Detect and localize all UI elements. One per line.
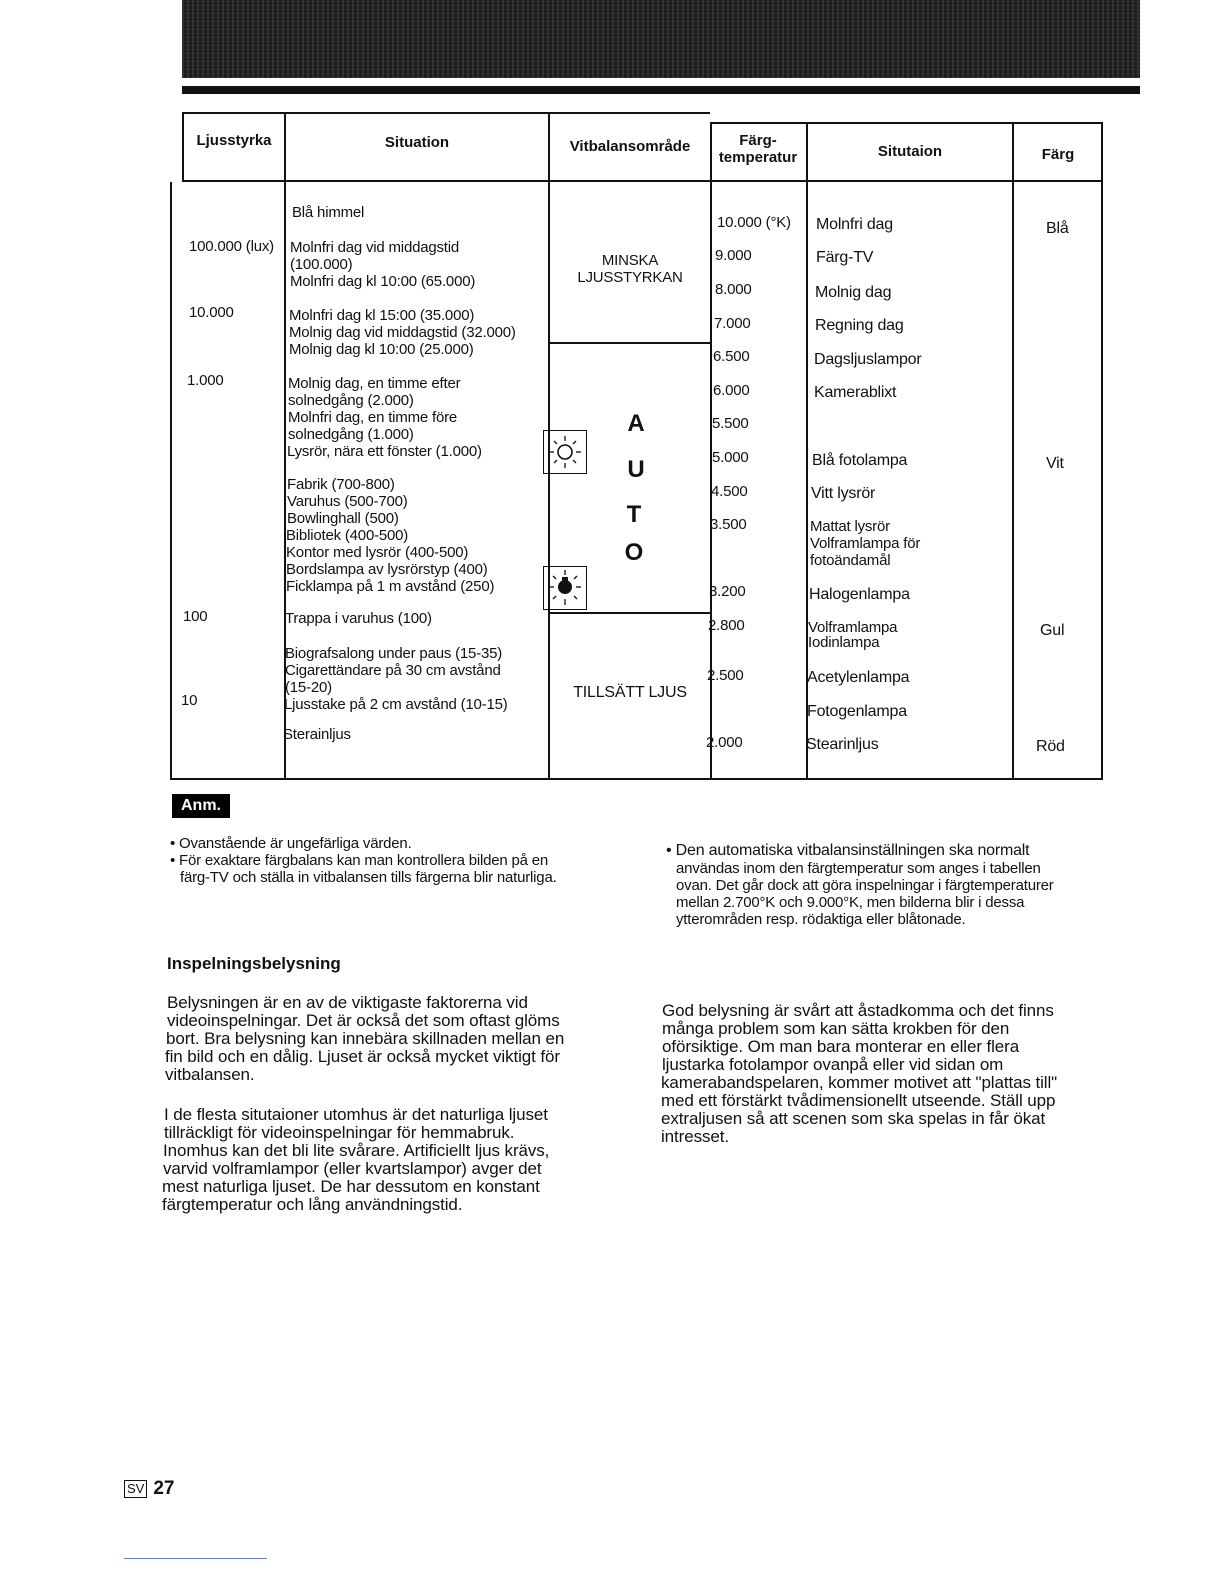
situation-text: Molnig dag kl 10:00 (25.000) (289, 341, 474, 358)
body-line: vitbalansen. (165, 1065, 255, 1084)
source-text: fotoändamål (810, 552, 891, 569)
note-line: • För exaktare färgbalans kan man kontrollera bilden på en (170, 852, 549, 869)
situation-text: Molnfri dag, en timme före (288, 409, 458, 426)
note-line: användas inom den färgtemperatur som anges i tabellen (676, 860, 1041, 877)
situation-text: Biografsalong under paus (15-35) (285, 645, 503, 662)
situation-text: Ficklampa på 1 m avstånd (250) (286, 578, 495, 595)
color-label: Blå (1046, 220, 1069, 237)
source-text: Halogenlampa (809, 586, 910, 603)
body-line: God belysning är svårt att åstadkomma och det finns (662, 1001, 1054, 1020)
note-line: • Ovanstående är ungefärliga värden. (170, 835, 412, 852)
source-text: Dagsljuslampor (814, 351, 922, 368)
temperature-value: 2.500 (707, 667, 744, 684)
situation-text: Molnig dag vid middagstid (32.000) (289, 324, 516, 341)
situation-text: Kontor med lysrör (400-500) (286, 544, 469, 561)
table-border-bottom (170, 778, 1103, 780)
source-text: Färg-TV (816, 249, 874, 266)
source-text: Regning dag (815, 317, 904, 334)
wb-sep-bottom (548, 612, 710, 614)
temperature-value: 6.000 (713, 382, 750, 399)
situation-text: (100.000) (290, 256, 353, 273)
situation-text: Fabrik (700-800) (287, 476, 395, 493)
body-line: varvid volframlampor (eller kvartslampor) avger det (163, 1159, 542, 1178)
body-line: fin bild och en dålig. Ljuset är också mycket viktigt för (165, 1047, 560, 1066)
ljusstyrka-value: 1.000 (187, 372, 224, 389)
source-text: Molnig dag (815, 284, 892, 301)
body-line: ljustarka fotolampor ovanpå eller vid sidan om (662, 1055, 1004, 1074)
temperature-value: 5.500 (712, 415, 749, 432)
header-rule (182, 86, 1140, 94)
source-text: Iodinlampa (808, 634, 880, 651)
color-label: Vit (1046, 455, 1064, 472)
page-number: 27 (153, 1478, 175, 1499)
color-label: Röd (1036, 738, 1065, 755)
note-line: ytterområden resp. rödaktiga eller blåtonade. (676, 911, 966, 928)
page-footer (124, 1478, 234, 1504)
header-farg: Färg (1041, 146, 1075, 163)
temperature-value: 2.800 (708, 617, 745, 634)
temperature-value: 3.200 (709, 583, 746, 600)
note-line: mellan 2.700°K och 9.000°K, men bilderna blir i dessa (676, 894, 1025, 911)
body-line: många problem som kan sätta krokben för den (662, 1019, 1010, 1038)
ljusstyrka-value: 100 (183, 608, 208, 625)
body-line: tillräckligt för videoinspelningar för hemmabruk. (164, 1123, 515, 1142)
body-line: kamerabandspelaren, kommer motivet att "plattas till" (661, 1073, 1058, 1092)
wb-tillsatt: TILLSÄTT LJUS (573, 684, 687, 701)
situation-text: Varuhus (500-700) (287, 493, 408, 510)
ljusstyrka-value: 100.000 (lux) (189, 238, 274, 255)
situation-text: Molnfri dag vid middagstid (290, 239, 460, 256)
notes-badge: Anm. (172, 794, 230, 818)
source-text: Fotogenlampa (807, 703, 907, 720)
auto-letter-a: A (627, 410, 645, 437)
source-text: Vitt lysrör (811, 485, 876, 502)
temperature-value: 8.000 (715, 281, 752, 298)
wb-minska-1: MINSKA (601, 252, 659, 269)
table-border-top-1 (182, 112, 550, 114)
table-header-rule (182, 180, 1103, 182)
source-text: Molnfri dag (816, 216, 893, 233)
situation-text: Bowlinghall (500) (287, 510, 399, 527)
table-border-left (170, 182, 172, 780)
source-text: Volframlampa (808, 619, 898, 636)
temperature-value: 3.500 (710, 516, 747, 533)
source-text: Acetylenlampa (807, 669, 910, 686)
section-title: Inspelningsbelysning (167, 954, 341, 973)
situation-text: (15-20) (285, 679, 332, 696)
header-ljusstyrka: Ljusstyrka (196, 132, 272, 149)
sun-icon (543, 430, 587, 474)
body-line: mest naturliga ljuset. De har dessutom en konstant (162, 1177, 540, 1196)
ljusstyrka-value: 10 (181, 692, 198, 709)
header-fargtemp-1: Färg- (739, 132, 777, 149)
color-label: Gul (1040, 622, 1065, 639)
table-border-top-4 (1013, 122, 1103, 124)
lamp-icon (543, 566, 587, 610)
col-sep-5 (1012, 122, 1014, 780)
source-text: Blå fotolampa (812, 452, 908, 469)
temperature-value: 2.000 (706, 734, 743, 751)
situation-text: Molnfri dag kl 10:00 (65.000) (290, 273, 476, 290)
situation-text: Blå himmel (292, 204, 365, 221)
situation-text: Molnfri dag kl 15:00 (35.000) (289, 307, 475, 324)
body-line: extraljusen så att scenen som ska spelas in får ökat (661, 1109, 1046, 1128)
situation-text: solnedgång (1.000) (288, 426, 414, 443)
language-code: SV (124, 1480, 147, 1498)
note-line: färg-TV och ställa in vitbalansen tills färgerna blir naturliga. (180, 869, 557, 886)
situation-text: solnedgång (2.000) (288, 392, 414, 409)
body-line: bort. Bra belysning kan innebära skillnaden mellan en (166, 1029, 565, 1048)
temperature-value: 7.000 (714, 315, 751, 332)
temperature-value: 9.000 (715, 247, 752, 264)
body-line: Belysningen är en av de viktigaste faktorerna vid (167, 993, 528, 1012)
body-line: I de flesta situtaioner utomhus är det naturliga ljuset (164, 1105, 548, 1124)
source-text: Volframlampa för (810, 535, 921, 552)
situation-text: Trappa i varuhus (100) (285, 610, 432, 627)
situation-text: Bibliotek (400-500) (286, 527, 409, 544)
bottom-rule (124, 1558, 267, 1559)
wb-sep-top (548, 342, 710, 344)
source-text: Kamerablixt (814, 384, 897, 401)
situation-text: Sterainljus (283, 726, 351, 743)
situation-text: Molnig dag, en timme efter (288, 375, 461, 392)
situation-text: Cigarettändare på 30 cm avstånd (285, 662, 501, 679)
situation-text: Bordslampa av lysrörstyp (400) (286, 561, 488, 578)
header-banner (182, 0, 1140, 78)
header-situtaion: Situtaion (877, 143, 943, 160)
situation-text: Ljusstake på 2 cm avstånd (10-15) (284, 696, 508, 713)
temperature-value: 4.500 (711, 483, 748, 500)
auto-letter-o: O (624, 539, 644, 566)
table-border-left-top (182, 112, 184, 182)
light-table (170, 112, 1103, 780)
ljusstyrka-value: 10.000 (189, 304, 234, 321)
source-text: Stearinljus (806, 736, 879, 753)
body-line: videoinspelningar. Det är också det som oftast glöms (167, 1011, 560, 1030)
temperature-value: 6.500 (713, 348, 750, 365)
note-line: • Den automatiska vitbalansinställningen ska normalt (666, 842, 1030, 859)
body-line: intresset. (661, 1127, 729, 1146)
table-border-top-3 (710, 122, 1013, 124)
table-border-top-2 (550, 112, 710, 114)
temperature-value: 10.000 (°K) (717, 214, 791, 231)
table-border-right (1101, 122, 1103, 780)
header-fargtemp-2: temperatur (718, 149, 798, 166)
situation-text: Lysrör, nära ett fönster (1.000) (287, 443, 482, 460)
header-vitbalansomrade: Vitbalansområde (569, 138, 691, 155)
temperature-value: 5.000 (712, 449, 749, 466)
body-line: med ett förstärkt tvådimensionellt utseende. Ställ upp (661, 1091, 1056, 1110)
header-situation: Situation (384, 134, 450, 151)
auto-letter-t: T (626, 501, 642, 528)
body-line: färgtemperatur och lång användningstid. (162, 1195, 463, 1214)
body-line: oförsiktige. Om man bara monterar en eller flera (662, 1037, 1020, 1056)
note-line: ovan. Det går dock att göra inspelningar i färgtemperaturer (676, 877, 1054, 894)
wb-minska-2: LJUSSTYRKAN (577, 269, 683, 286)
body-line: Inomhus kan det bli lite svårare. Artificiellt ljus krävs, (163, 1141, 550, 1160)
source-text: Mattat lysrör (810, 518, 890, 535)
auto-letter-u: U (627, 456, 645, 483)
